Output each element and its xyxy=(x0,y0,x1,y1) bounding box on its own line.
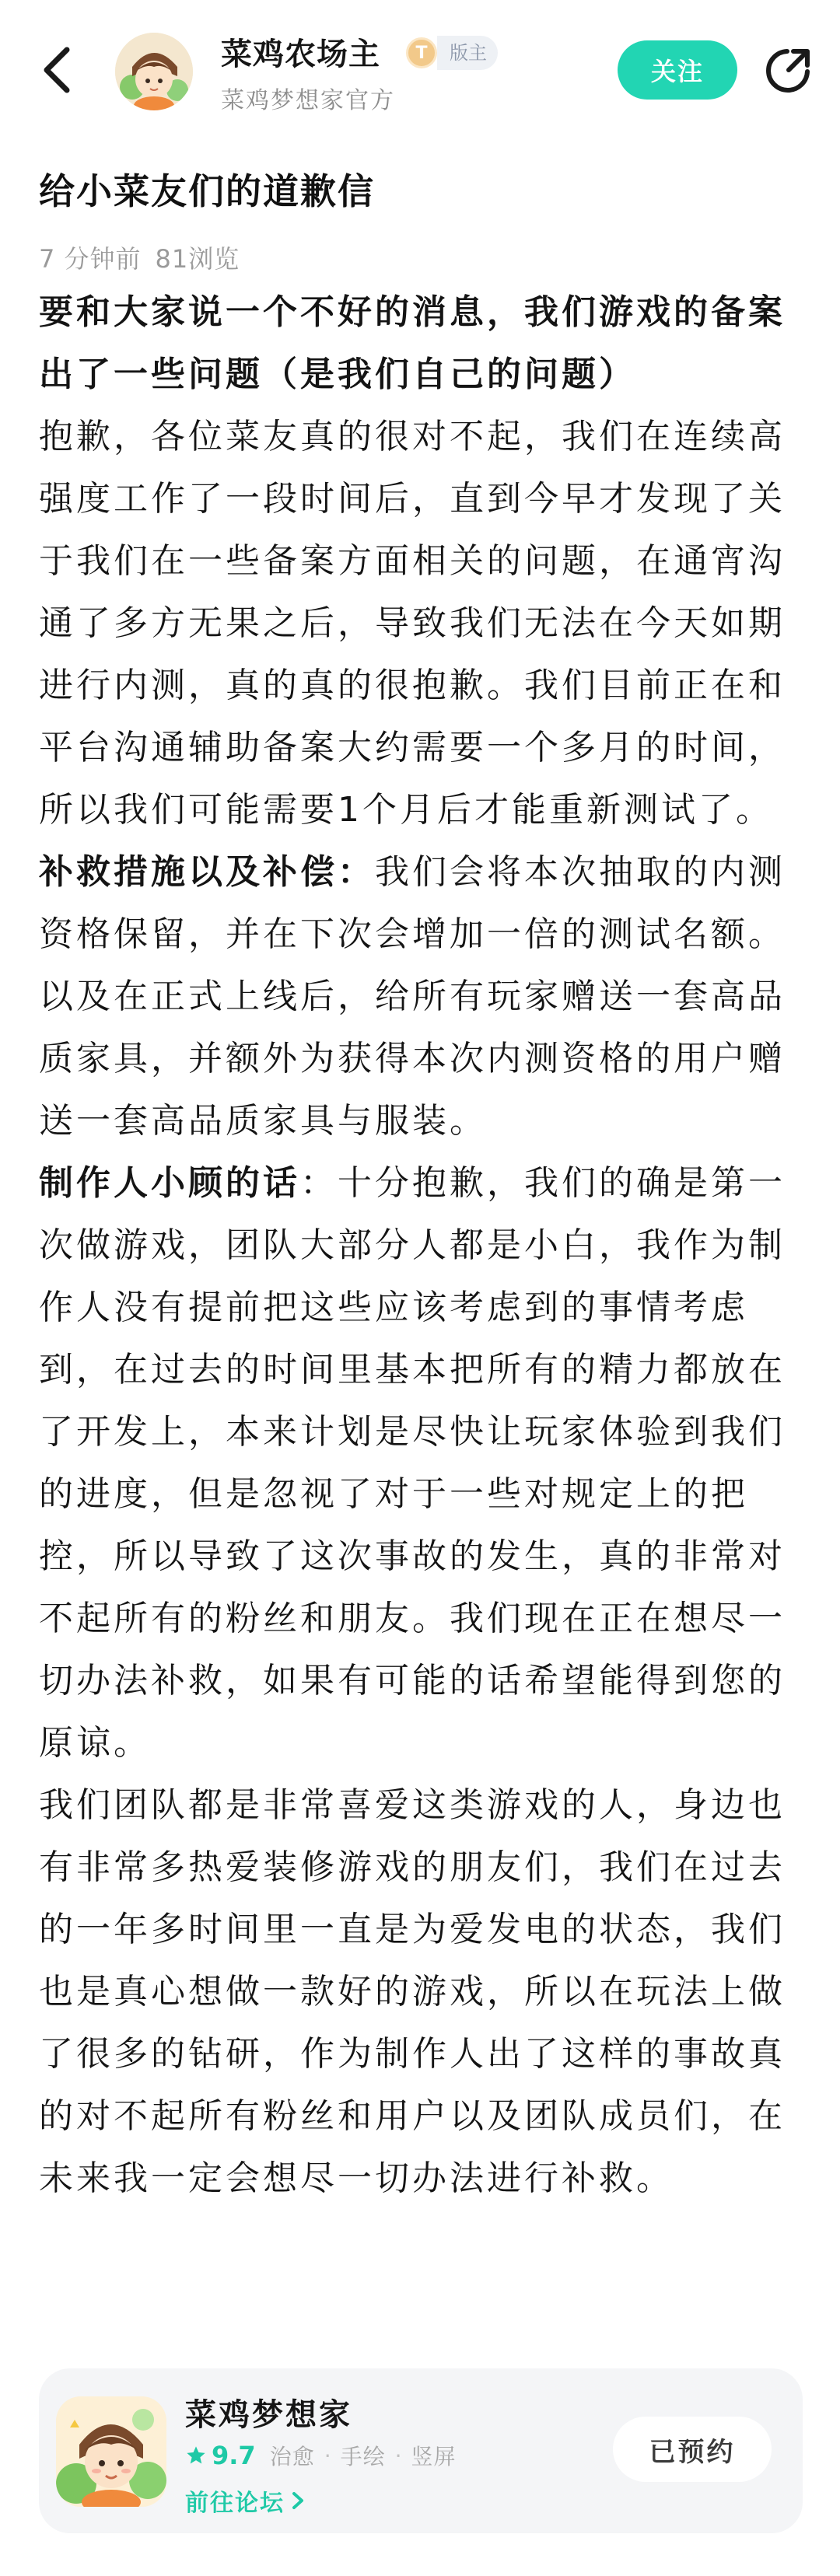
post-views: 81浏览 xyxy=(155,244,240,274)
follow-button[interactable]: 关注 xyxy=(618,40,737,100)
chevron-left-icon xyxy=(36,39,82,101)
share-button[interactable] xyxy=(761,44,815,98)
game-tag: 治愈 xyxy=(269,2444,315,2469)
compensation-label: 补救措施以及补偿： xyxy=(39,852,375,892)
star-icon xyxy=(185,2445,207,2466)
post-paragraph-compensation xyxy=(39,841,809,1152)
post-paragraph-producer xyxy=(39,1152,809,1774)
producer-label: 制作人小顾的话 xyxy=(39,1163,300,1203)
post-lead-paragraph: 要和大家说一个不好的消息，我们游戏的备案出了一些问题（是我们自己的问题） xyxy=(39,292,786,394)
tag-separator: · xyxy=(324,2442,331,2469)
post-title: 给小菜友们的道歉信 xyxy=(39,170,375,212)
game-rating-row xyxy=(185,2438,457,2473)
post-paragraph-team: 我们团队都是非常喜爱这类游戏的人，身边也有非常多热爱装修游戏的朋友们，我们在过去的一年多时间里一直是为爱发电的状态，我们也是真心想做一款好的游戏，所以在玩法上做了很多的钻研，作为制作人出了这样的事故真的对不起所有粉丝和用户以及团队成员们，在未来我一定会想尽一切办法进行补救。 xyxy=(39,1785,786,2198)
reserve-button[interactable]: 已预约 xyxy=(613,2417,772,2482)
game-card[interactable] xyxy=(39,2368,803,2533)
post-paragraph-apology: 抱歉，各位菜友真的很对不起，我们在连续高强度工作了一段时间后，直到今早才发现了关于我们在一些备案方面相关的问题，在通宵沟通了多方无果之后，导致我们无法在今天如期进行内测，真的真的很抱歉。我们目前正在和平台沟通辅助备案大约需要一个多月的时间，所以我们可能需要1个月后才能重新测试了。 xyxy=(39,417,786,830)
level-badge: T xyxy=(406,37,437,68)
post-header xyxy=(0,0,840,148)
share-icon xyxy=(761,44,815,98)
author-avatar[interactable] xyxy=(115,33,193,110)
forum-link[interactable] xyxy=(185,2483,306,2518)
producer-text: ：十分抱歉，我们的确是第一次做游戏，团队大部分人都是小白，我作为制作人没有提前把这些应该考虑到的事情考虑到，在过去的时间里基本把所有的精力都放在了开发上，本来计划是尽快让玩家体验到我们的进度，但是忽视了对于一些对规定上的把控，所以导致了这次事故的发生，真的非常对不起所有的粉丝和朋友。我们现在正在想尽一切办法补救，如果有可能的话希望能得到您的原谅。 xyxy=(39,1163,786,1763)
compensation-text: 我们会将本次抽取的内测资格保留，并在下次会增加一倍的测试名额。以及在正式上线后，给所有玩家赠送一套高品质家具，并额外为获得本次内测资格的用户赠送一套高品质家具与服装。 xyxy=(39,852,786,1141)
post-time: 7 分钟前 xyxy=(39,244,142,274)
chevron-right-icon xyxy=(289,2489,306,2512)
game-name: 菜鸡梦想家 xyxy=(185,2397,352,2433)
game-tag: 手绘 xyxy=(340,2444,386,2469)
tag-separator: · xyxy=(394,2442,402,2469)
game-icon xyxy=(56,2396,166,2507)
author-name[interactable]: 菜鸡农场主 xyxy=(221,37,380,72)
forum-link-label: 前往论坛 xyxy=(185,2490,285,2517)
author-subtitle: 菜鸡梦想家官方 xyxy=(221,87,395,114)
avatar-illustration xyxy=(115,33,193,110)
game-tag: 竖屏 xyxy=(411,2444,457,2469)
back-button[interactable] xyxy=(36,39,82,101)
game-icon-illustration xyxy=(56,2396,166,2507)
post-meta xyxy=(39,239,254,275)
post-body xyxy=(39,281,809,2210)
role-badge: 版主 xyxy=(437,36,498,70)
game-score: 9.7 xyxy=(212,2441,256,2470)
